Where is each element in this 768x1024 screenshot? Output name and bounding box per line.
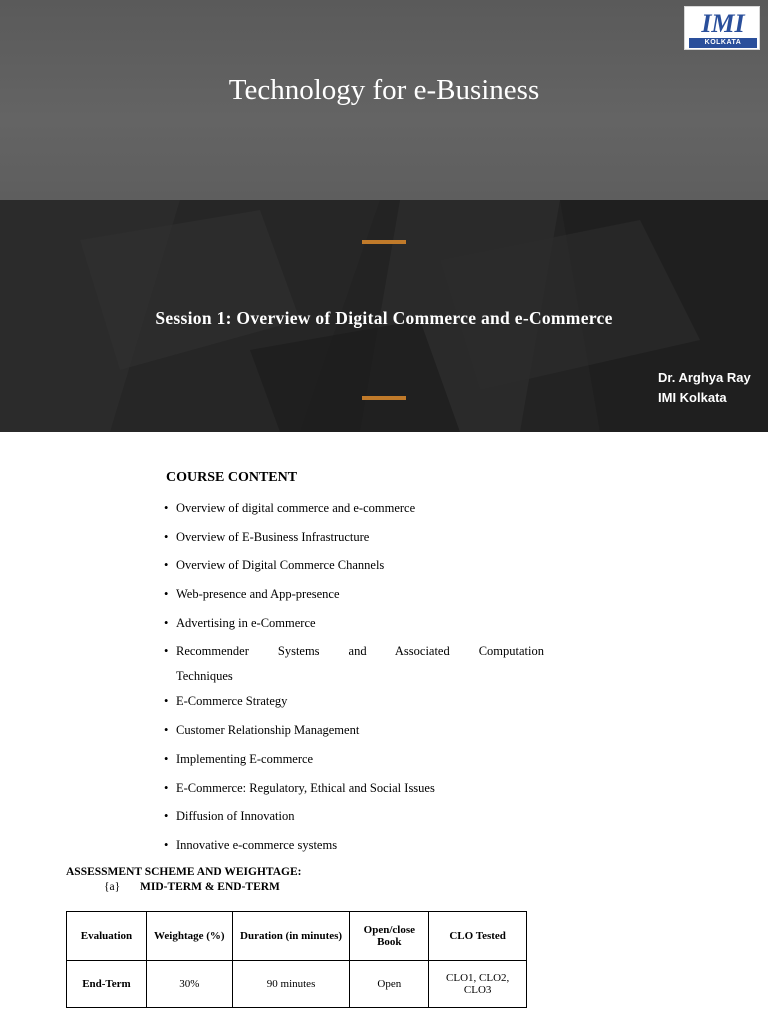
list-item: • Web-presence and App-presence: [164, 586, 544, 602]
title-band: [0, 0, 768, 200]
accent-line-top: [362, 240, 406, 244]
table-cell: 90 minutes: [232, 961, 350, 1008]
assessment-subheading: [104, 881, 280, 893]
table-cell: Open: [350, 961, 429, 1008]
session-band: [0, 200, 768, 432]
column-header: CLO Tested: [429, 912, 527, 961]
imi-logo-mark-icon: [689, 10, 757, 36]
slide-title: Technology for e-Business: [228, 74, 540, 106]
title-slide: [0, 0, 768, 432]
table-header-row: [67, 912, 527, 961]
imi-logo: [684, 6, 760, 50]
table-row: [67, 961, 527, 1008]
list-item-line1: • Recommender Systems and Associated Computation: [176, 644, 544, 659]
course-content-list: [164, 500, 544, 866]
list-item: • Implementing E-commerce: [164, 751, 544, 767]
list-item: • Overview of E-Business Infrastructure: [164, 529, 544, 545]
logo-subtitle: KOLKATA: [689, 38, 757, 48]
list-item: • Diffusion of Innovation: [164, 808, 544, 824]
course-content-heading: COURSE CONTENT: [166, 470, 298, 485]
list-item: • Overview of Digital Commerce Channels: [164, 557, 544, 573]
column-header: Evaluation: [67, 912, 147, 961]
assessment-sub-title: MID-TERM & END-TERM: [140, 881, 280, 893]
assessment-table: [66, 911, 527, 1008]
list-item: • E-Commerce: Regulatory, Ethical and Social Issues: [164, 780, 544, 796]
table-cell: 30%: [146, 961, 232, 1008]
column-header: Open/close Book: [350, 912, 429, 961]
list-item: • Customer Relationship Management: [164, 722, 544, 738]
column-header: Duration (in minutes): [232, 912, 350, 961]
list-item: [164, 639, 544, 689]
list-item: • Innovative e-commerce systems: [164, 837, 544, 853]
author-name: Dr. Arghya Ray: [658, 370, 751, 385]
assessment-heading: ASSESSMENT SCHEME AND WEIGHTAGE:: [66, 866, 302, 878]
table-cell: CLO1, CLO2, CLO3: [429, 961, 527, 1008]
list-item: • Overview of digital commerce and e-commerce: [164, 500, 544, 516]
accent-line-bottom: [362, 396, 406, 400]
assessment-sub-label: {a}: [104, 881, 121, 893]
list-item-line2: Techniques: [176, 669, 233, 684]
logo-mark-text: IMI: [701, 10, 745, 36]
session-title: Session 1: Overview of Digital Commerce and e-Commerce: [155, 308, 613, 328]
list-item: • E-Commerce Strategy: [164, 693, 544, 709]
author-block: [658, 368, 751, 408]
table-cell: End-Term: [67, 961, 147, 1008]
author-org: IMI Kolkata: [658, 390, 727, 405]
column-header: Weightage (%): [146, 912, 232, 961]
list-item: • Advertising in e-Commerce: [164, 615, 544, 631]
